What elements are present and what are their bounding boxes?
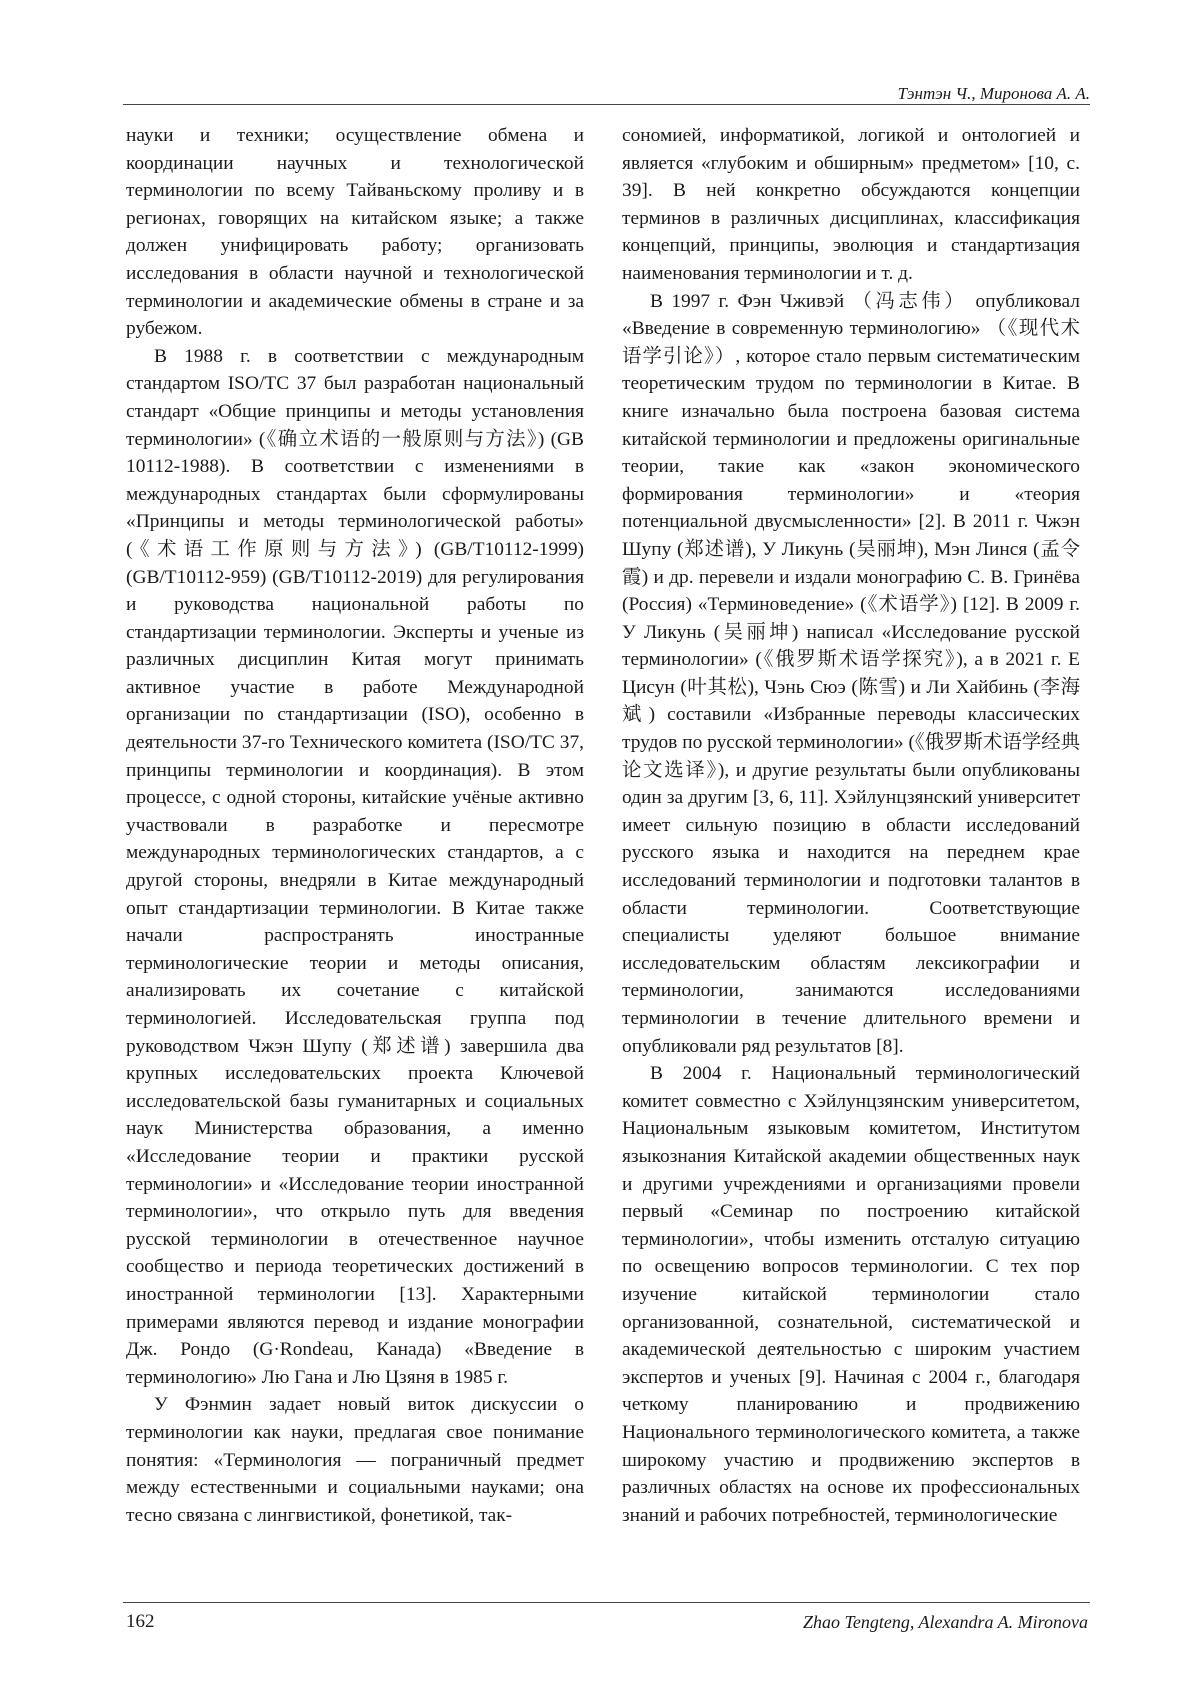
paragraph-left-1: науки и техники; осуществление обмена и координации научных и технологической терминологии по всему Тайваньскому проливу и в регионах, говорящих на китайском языке; а также должен унифицировать работу; организовать исследования в области научной и технологической терминологии и академические обмены в стране и за рубежом. xyxy=(126,125,584,340)
footer-rule xyxy=(123,1602,1090,1603)
running-header: Тэнтэн Ч., Миронова А. А. xyxy=(897,84,1090,103)
footer-authors: Zhao Tengteng, Alexandra A. Mironova xyxy=(803,1612,1088,1632)
paragraph-right-3: В 2004 г. Национальный терминологический комитет совместно с Хэйлунцзянским университетом, Национальным языковым комитетом, Институтом языкознания Китайской академии общественных наук и другими учреждениями и организациями провели первый «Семинар по построению китайской терминологии», чтобы изменить отсталую ситуацию по освещению вопросов терминологии. С тех пор изучение китайской терминологии стало организованной, сознательной, систематической и академической деятельностью с широким участием экспертов и ученых [9]. Начиная с 2004 г., благодаря четкому планированию и продвижению Национального терминологического комитета, а также широкому участию и продвижению экспертов в различных областях на основе их профессиональных знаний и рабочих потребностей, терминологические xyxy=(622,1063,1080,1526)
paragraph-left-3: У Фэнмин задает новый виток дискуссии о терминологии как науки, предлагая свое понимание понятия: «Терминология — пограничный предмет между естественными и социальными науками; она тесно связана с лингвистикой, фонетикой, так- xyxy=(126,1394,584,1526)
header-rule xyxy=(123,104,1090,105)
page-number: 162 xyxy=(126,1611,155,1632)
paragraph-right-2: В 1997 г. Фэн Чживэй （冯志伟） опубликовал «Введение в современную терминологию» （《现代术语学引论》）, которое стало первым систематическим теоретическим трудом по терминологии в Китае. В книге изначально была построена базовая система китайской терминологии и предложены оригинальные теории, такие как «закон экономического формирования терминологии» и «теория потенциальной двусмысленности» [2]. В 2011 г. Чжэн Шупу (郑述谱), У Ликунь (吴丽坤), Мэн Линся (孟令霞) и др. перевели и издали монографию С. В. Гринёва (Россия) «Терминоведение» (《术语学》) [12]. В 2009 г. У Ликунь (吴丽坤) написал «Исследование русской терминологии» (《俄罗斯术语学探究》), а в 2021 г. Е Цисун (叶其松), Чэнь Сюэ (陈雪) и Ли Хайбинь (李海斌) составили «Избранные переводы классических трудов по русской терминологии» (《俄罗斯术语学经典论文选译》), и другие результаты были опубликованы один за другим [3, 6, 11]. Хэйлунцзянский университет имеет сильную позицию в области исследований русского языка и находится на переднем крае исследований терминологии и подготовки талантов в области терминологии. Соответствующие специалисты уделяют большое внимание исследовательским областям лексикографии и терминологии, занимаются исследованиями терминологии в течение длительного времени и опубликовали ряд результатов [8]. xyxy=(622,290,1080,1057)
left-column xyxy=(126,122,584,1529)
right-column xyxy=(622,122,1080,1529)
paragraph-right-1: сономией, информатикой, логикой и онтологией и является «глубоким и обширным» предметом» [10, с. 39]. В ней конкретно обсуждаются концепции терминов в различных дисциплинах, классификация концепций, принципы, эволюция и стандартизация наименования терминологии и т. д. xyxy=(622,125,1080,284)
paragraph-left-2: В 1988 г. в соответствии с международным стандартом ISO/TC 37 был разработан национальный стандарт «Общие принципы и методы установления терминологии» (《确立术语的一般原则与方法》) (GB 10112-1988). В соответствии с изменениями в международных стандартах были сформулированы «Принципы и методы терминологической работы» (《术语工作原则与方法》) (GB/T10112-1999) (GB/T10112-959) (GB/T10112-2019) для регулирования и руководства национальной работы по стандартизации терминологии. Эксперты и ученые из различных дисциплин Китая могут принимать активное участие в работе Международной организации по стандартизации (ISO), особенно в деятельности 37-го Технического комитета (ISO/TC 37, принципы терминологии и координация). В этом процессе, с одной стороны, китайские учёные активно участвовали в разработке и пересмотре международных терминологических стандартов, а с другой стороны, внедряли в Китае международный опыт стандартизации терминологии. В Китае также начали распространять иностранные терминологические теории и методы описания, анализировать их сочетание с китайской терминологией. Исследовательская группа под руководством Чжэн Шупу (郑述谱) завершила два крупных исследовательских проекта Ключевой исследовательской базы гуманитарных и социальных наук Министерства образования, а именно «Исследование теории и практики русской терминологии» и «Исследование теории иностранной терминологии», что открыло путь для введения русской терминологии в отечественное научное сообщество и периода теоретических достижений в иностранной терминологии [13]. Характерными примерами являются перевод и издание монографии Дж. Рондо (G·Rondeau, Канада) «Введение в терминологию» Лю Гана и Лю Цзяня в 1985 г. xyxy=(126,345,584,1388)
